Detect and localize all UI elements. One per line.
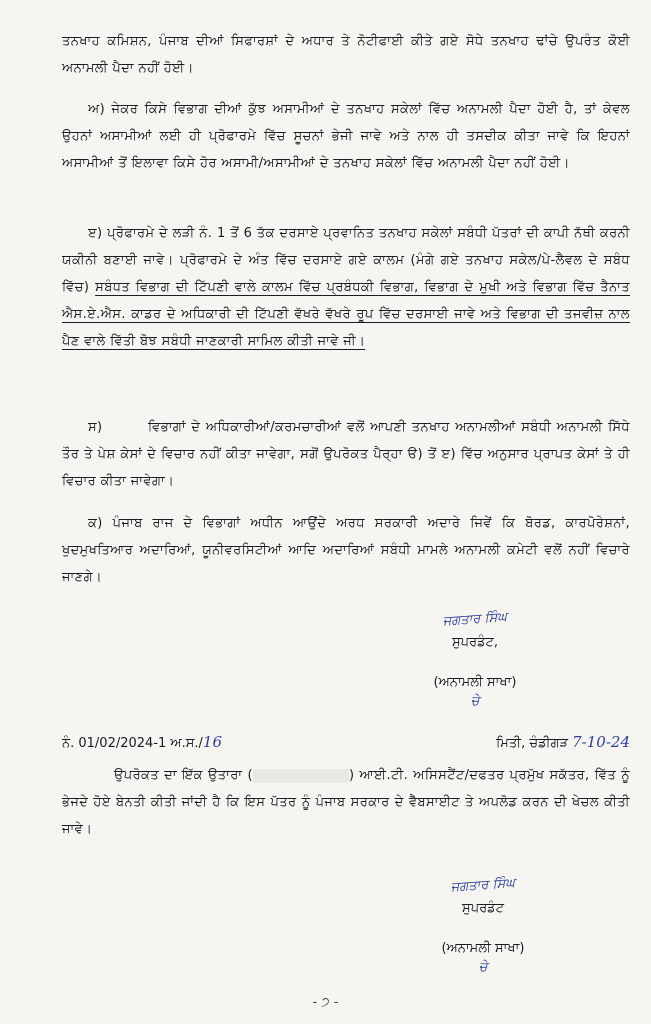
paragraph-intro-continuation [62, 28, 630, 82]
paragraph-copy-forward [62, 762, 630, 843]
paragraph-text: ਅ) ਜੇਕਰ ਕਿਸੇ ਵਿਭਾਗ ਦੀਆਂ ਕੁੱਝ ਅਸਾਮੀਆਂ ਦੇ ਤਨਖਾਹ ਸਕੇਲਾਂ ਵਿੱਚ ਅਨਾਮਲੀ ਪੈਦਾ ਹੋਈ ਹੈ, ਤਾਂ ਕੇਵਲ ਉਹਨਾਂ ਅਸਾਮੀਆਂ ਲਈ ਹੀ ਪ੍ਰੋਫਾਰਮੇ ਵਿੱਚ ਸੂਚਨਾਂ ਭੇਜੀ ਜਾਵੇ ਅਤੇ ਨਾਲ ਹੀ ਤਸਦੀਕ ਕੀਤਾ ਜਾਵੇ ਕਿ ਇਹਨਾਂ ਅਸਾਮੀਆਂ ਤੋਂ ਇਲਾਵਾ ਕਿਸੇ ਹੋਰ ਅਸਾਮੀ/ਅਸਾਮੀਆਂ ਦੇ ਤਨਖਾਹ ਸਕੇਲਾਂ ਵਿੱਚ ਅਨਾਮਲੀ ਪੈਦਾ ਨਹੀਂ ਹੋਈ। [62, 102, 630, 171]
designation: ਸੁਪਰਡੰਟ, [451, 635, 499, 650]
branch-name: (ਅਨਾਮਲੀ ਸਾਖਾ) [441, 941, 525, 956]
paragraph-item-a [62, 96, 630, 177]
reference-number: ਨੰ. 01/02/2024-1 ਅ.ਸ./16 [62, 733, 222, 751]
handwritten-signature: ਜਗਤਾਰ ਸਿੰਘ [450, 875, 516, 896]
paragraph-item-s [62, 414, 630, 495]
paragraph-text: ) ਆਈ.ਟੀ. ਅਸਿਸਟੈਂਟ/ਦਫਤਰ ਪ੍ਰਮੁੱਖ ਸਕੱਤਰ, ਵਿੱਤ ਨੂੰ ਭੇਜਦੇ ਹੋਏ ਬੇਨਤੀ ਕੀਤੀ ਜਾਂਦੀ ਹੈ ਕਿ ਇਸ ਪੱਤਰ ਨੂੰ ਪੰਜਾਬ ਸਰਕਾਰ ਦੇ ਵੈੱਬਸਾਈਟ ਤੇ ਅਪਲੋਡ ਕਰਨ ਦੀ ਖੇਚਲ ਕੀਤੀ ਜਾਵੇ। [62, 768, 630, 837]
handwritten-signature: ਜਗਤਾਰ ਸਿੰਘ [442, 609, 508, 630]
handwritten-date: 7-10-24 [572, 733, 630, 751]
paragraph-text: ਵਿਭਾਗਾਂ ਦੇ ਅਧਿਕਾਰੀਆਂ/ਕਰਮਚਾਰੀਆਂ ਵਲੋਂ ਆਪਣੀ ਤਨਖਾਹ ਅਨਾਮਲੀਆਂ ਸਬੰਧੀ ਅਨਾਮਲੀ ਸਿੱਧੇ ਤੌਰ ਤੇ ਪੇਸ਼ ਕੇਸਾਂ ਦੇ ਵਿਚਾਰ ਨਹੀਂ ਕੀਤਾ ਜਾਵੇਗਾ, ਸਗੋਂ ਉਪਰੋਕਤ ਪੈਰ੍ਹਾ ੳ) ਤੋਂ ੲ) ਵਿੱਚ ਅਨੁਸਾਰ ਪ੍ਰਾਪਤ ਕੇਸਾਂ ਤੇ ਹੀ ਵਿਚਾਰ ਕੀਤਾ ਜਾਵੇਗਾ। [62, 420, 630, 489]
paragraph-item-e [62, 220, 630, 355]
reference-line [62, 730, 630, 754]
paragraph-text: ੲ) ਪ੍ਰੋਫਾਰਮੇ ਦੇ ਲੜੀ ਨੰ. 1 ਤੋਂ 6 ਤੱਕ ਦਰਸਾਏ ਪ੍ਰਵਾਨਿਤ ਤਨਖਾਹ ਸਕੇਲਾਂ ਸਬੰਧੀ ਪੱਤਰਾਂ ਦੀ ਕਾਪੀ ਨੱਥੀ ਕਰਨੀ ਯਕੀਨੀ ਬਣਾਈ ਜਾਵੇ। ਪ੍ਰੋਫਾਰਮੇ ਦੇ ਅੰਤ ਵਿੱਚ ਦਰਸਾਏ ਗਏ ਕਾਲਮ (ਮੰਗੇ ਗਏ ਤਨਖਾਹ ਸਕੇਲ/ਪੇ-ਲੈਵਲ ਦੇ ਸਬੰਧ ਵਿੱਚ) [62, 226, 630, 295]
reference-date: ਮਿਤੀ, ਚੰਡੀਗੜ 7-10-24 [496, 733, 630, 751]
branch-name: (ਅਨਾਮਲੀ ਸਾਖਾ) [433, 675, 517, 690]
paragraph-text: ਕ) ਪੰਜਾਬ ਰਾਜ ਦੇ ਵਿਭਾਗਾਂ ਅਧੀਨ ਆਉਂਦੇ ਅਰਧ ਸਰਕਾਰੀ ਅਦਾਰੇ ਜਿਵੇਂ ਕਿ ਬੋਰਡ, ਕਾਰਪੋਰੇਸ਼ਨਾਂ, ਖੁਦਮੁਖਤਿਆਰ ਅਦਾਰਿਆਂ, ਯੂਨੀਵਰਸਿਟੀਆਂ ਆਦਿ ਅਦਾਰਿਆਂ ਸਬੰਧੀ ਮਾਮਲੇ ਅਨਾਮਲੀ ਕਮੇਟੀ ਵਲੋਂ ਨਹੀਂ ਵਿਚਾਰੇ ਜਾਣਗੇ। [62, 516, 630, 585]
signature-block-1 [400, 609, 550, 710]
designation: ਸੁਪਰਡੰਟ [462, 901, 504, 916]
page-number: - ੭ - [312, 995, 339, 1010]
signature-block-2 [408, 875, 558, 976]
paragraph-item-k [62, 510, 630, 591]
underlined-text: ਸਬੰਧਤ ਵਿਭਾਗ ਦੀ ਟਿੱਪਣੀ ਵਾਲੇ ਕਾਲਮ ਵਿੱਚ ਪ੍ਰਬੰਧਕੀ ਵਿਭਾਗ, ਵਿਭਾਗ ਦੇ ਮੁਖੀ ਅਤੇ ਵਿਭਾਗ ਵਿੱਚ ਤੈਨਾਤ ਐਸ.ਏ.ਐਸ. ਕਾਡਰ ਦੇ ਅਧਿਕਾਰੀ ਦੀ ਟਿੱਪਣੀ ਵੱਖਰੇ ਵੱਖਰੇ ਰੂਪ ਵਿੱਚ ਦਰਸਾਈ ਜਾਵੇ ਅਤੇ ਵਿਭਾਗ ਦੀ ਤਜਵੀਜ਼ ਨਾਲ ਪੈਣ ਵਾਲੇ ਵਿੱਤੀ ਬੋਝ ਸਬੰਧੀ ਜਾਣਕਾਰੀ ਸਾਮਿਲ ਕੀਤੀ ਜਾਵੇ ਜੀ। [62, 280, 630, 349]
redacted-area [253, 769, 349, 783]
handwritten-number: 16 [202, 733, 222, 751]
paragraph-text: ਤਨਖਾਹ ਕਮਿਸ਼ਨ, ਪੰਜਾਬ ਦੀਆਂ ਸਿਫਾਰਸ਼ਾਂ ਦੇ ਅਧਾਰ ਤੇ ਨੋਟੀਫਾਈ ਕੀਤੇ ਗਏ ਸੋਧੇ ਤਨਖਾਹ ਢਾਂਚੇ ਉਪਰੰਤ ਕੋਈ ਅਨਾਮਲੀ ਪੈਦਾ ਨਹੀਂ ਹੋਈ। [62, 34, 630, 76]
paragraph-text: ਉਪਰੋਕਤ ਦਾ ਇੱਕ ਉਤਾਰਾ ( [114, 768, 253, 783]
handwritten-initial: ਚੇ [470, 694, 480, 709]
handwritten-initial: ਚੇ [478, 960, 488, 975]
item-label: ਸ) [88, 420, 103, 435]
